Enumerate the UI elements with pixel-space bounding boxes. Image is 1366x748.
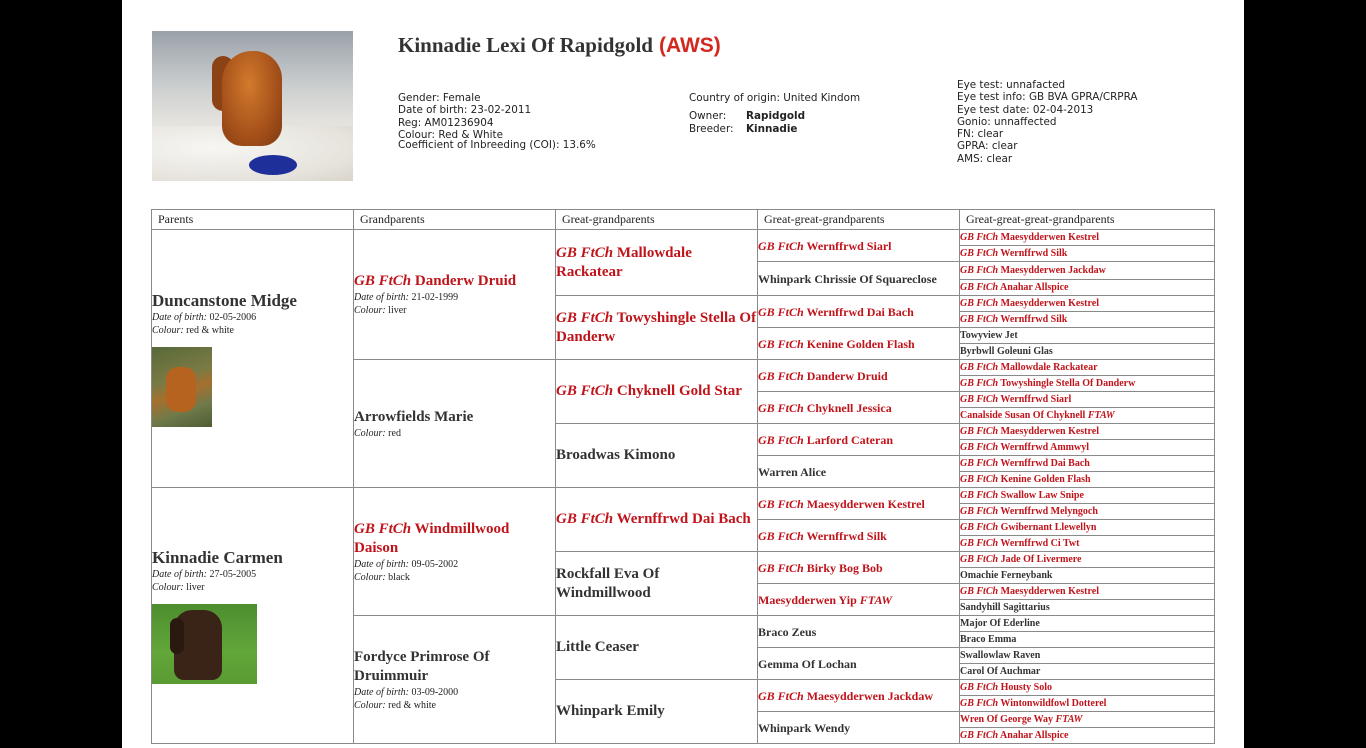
ancestor-name[interactable] — [758, 336, 959, 352]
ancestor-name-text: Maesydderwen Kestrel — [1000, 297, 1099, 309]
great-great-grandparent-cell — [758, 230, 960, 262]
title-prefix: GB FtCh — [758, 304, 804, 319]
ancestor-name[interactable] — [354, 520, 555, 558]
title-prefix: GB FtCh — [960, 473, 999, 485]
ancestor-name[interactable] — [758, 304, 959, 320]
great-great-grandparent-cell — [758, 648, 960, 680]
ancestor-name[interactable] — [758, 624, 959, 640]
great-great-great-grandparent-cell — [960, 392, 1215, 408]
great-great-great-grandparent-cell — [960, 344, 1215, 360]
ancestor-name-text: Maesydderwen Jackdaw — [1000, 264, 1106, 276]
grandparent-cell — [354, 230, 556, 360]
ancestor-name[interactable] — [960, 394, 1214, 406]
great-great-grandparent-cell — [758, 296, 960, 328]
ancestor-name-text: Gemma Of Lochan — [758, 656, 857, 671]
title-prefix: GB FtCh — [960, 281, 999, 293]
ancestor-name-text: Whinpark Wendy — [758, 720, 851, 735]
great-great-great-grandparent-cell — [960, 456, 1215, 472]
title-prefix: GB FtCh — [960, 377, 999, 389]
great-great-great-grandparent-cell — [960, 360, 1215, 376]
dob-line — [354, 558, 555, 571]
great-great-grandparent-cell — [758, 488, 960, 520]
ancestor-name-text: Towyview Jet — [960, 329, 1018, 341]
great-great-great-grandparent-cell — [960, 312, 1215, 328]
title-prefix: GB FtCh — [556, 511, 614, 527]
ancestor-name[interactable] — [758, 432, 959, 448]
ancestor-name-text: Housty Solo — [1000, 681, 1052, 693]
ancestor-name-text: Little Ceaser — [556, 639, 639, 655]
great-great-grandparent-cell — [758, 616, 960, 648]
great-great-great-grandparent-cell — [960, 472, 1215, 488]
ancestor-name[interactable] — [960, 698, 1214, 710]
great-great-grandparent-cell — [758, 456, 960, 488]
great-great-great-grandparent-cell — [960, 696, 1215, 712]
great-great-grandparent-cell — [758, 712, 960, 744]
great-grandparent-cell — [556, 424, 758, 488]
ancestor-name[interactable] — [556, 565, 757, 603]
info-value: red & white — [388, 699, 436, 711]
ancestor-name[interactable] — [960, 410, 1214, 422]
owner-value: Rapidgold — [746, 110, 806, 123]
ancestor-name-text: Maesydderwen Jackdaw — [806, 688, 934, 703]
title-prefix: GB FtCh — [758, 528, 804, 543]
ancestor-name-text: Wernffrwd Ci Twt — [1000, 537, 1080, 549]
great-great-great-grandparent-cell — [960, 262, 1215, 280]
health-info — [957, 79, 1137, 165]
owner-label: Owner: — [689, 110, 727, 123]
great-great-grandparent-cell — [758, 328, 960, 360]
ancestor-name-text: Mallowdale Rackatear — [556, 244, 692, 280]
ancestor-name-text: Warren Alice — [758, 464, 827, 479]
ancestor-name[interactable] — [556, 244, 757, 282]
ancestor-name-text: Fordyce Primrose Of Druimmuir — [354, 648, 490, 684]
ancestor-name[interactable] — [960, 730, 1214, 742]
ancestor-name[interactable] — [556, 309, 757, 347]
ancestor-name[interactable] — [960, 666, 1214, 678]
title-prefix: GB FtCh — [556, 383, 614, 399]
great-grandparent-cell — [556, 360, 758, 424]
ancestor-name[interactable] — [960, 314, 1214, 326]
ancestor-name[interactable] — [960, 265, 1214, 277]
great-grandparent-cell — [556, 616, 758, 680]
title-prefix: GB FtCh — [354, 520, 412, 537]
ancestor-name[interactable] — [556, 382, 757, 401]
ancestor-name-text: Wernffrwd Siarl — [1000, 393, 1072, 405]
ancestor-name-text: Arrowfields Marie — [354, 408, 474, 425]
info-label: Date of birth: — [152, 568, 207, 580]
eye-test-info-text: Eye test info: GB BVA GPRA/CRPRA — [957, 91, 1138, 104]
eye-test-date-text: Eye test date: 02-04-2013 — [957, 103, 1094, 116]
ancestor-name-text: Wernffrwd Dai Bach — [1000, 457, 1090, 469]
ancestor-name[interactable] — [960, 248, 1214, 260]
great-great-great-grandparent-cell — [960, 440, 1215, 456]
pedigree-header-row — [152, 210, 1215, 230]
ancestor-name[interactable] — [152, 548, 353, 568]
great-great-great-grandparent-cell — [960, 376, 1215, 392]
title-prefix: GB FtCh — [758, 688, 804, 703]
grandparent-cell — [354, 360, 556, 488]
ancestor-name[interactable] — [960, 682, 1214, 694]
colour-line — [354, 571, 555, 584]
ancestor-name[interactable] — [758, 400, 959, 416]
title-prefix: GB FtCh — [960, 457, 999, 469]
pedigree-row — [152, 230, 1215, 246]
ancestor-name[interactable] — [354, 408, 555, 427]
info-value: 21-02-1999 — [411, 292, 459, 303]
ancestor-name-text: Wintonwildfowl Dotterel — [1000, 697, 1107, 709]
ancestor-name[interactable] — [758, 560, 959, 576]
title-prefix: GB FtCh — [758, 400, 804, 415]
ancestor-name-text: Whinpark Emily — [556, 703, 665, 719]
info-label: Date of birth: — [152, 311, 207, 323]
title-prefix: GB FtCh — [960, 505, 999, 517]
info-label: Colour: — [354, 699, 386, 711]
ancestor-name[interactable] — [758, 592, 959, 608]
great-great-great-grandparent-cell — [960, 328, 1215, 344]
ancestor-name[interactable] — [354, 272, 555, 291]
ancestor-name[interactable] — [556, 510, 757, 529]
info-value: red & white — [186, 324, 234, 336]
great-great-great-grandparent-cell — [960, 230, 1215, 246]
ftaw-suffix: FTAW — [859, 592, 893, 607]
parent-cell — [152, 230, 354, 488]
info-value: red — [388, 427, 401, 439]
parent-photo[interactable] — [152, 347, 212, 427]
great-great-great-grandparent-cell — [960, 408, 1215, 424]
ancestor-name-text: Anahar Allspice — [1000, 729, 1069, 741]
great-great-great-grandparent-cell — [960, 584, 1215, 600]
dog-photo — [152, 31, 353, 181]
dob-line — [152, 568, 353, 581]
ancestor-name[interactable] — [758, 656, 959, 672]
title-prefix: GB FtCh — [758, 432, 804, 447]
ancestor-name[interactable] — [960, 442, 1214, 454]
aws-tag: (AWS) — [658, 34, 721, 57]
title-prefix: GB FtCh — [556, 244, 614, 261]
ancestor-name-text: Maesydderwen Kestrel — [1000, 585, 1099, 597]
info-value: liver — [388, 305, 407, 316]
info-label: Colour: — [354, 305, 386, 316]
ancestor-name-text: Omachie Ferneybank — [960, 569, 1053, 581]
ancestor-name-text: Carol Of Auchmar — [960, 665, 1041, 677]
ancestor-name[interactable] — [758, 238, 959, 254]
colour-line — [152, 581, 353, 594]
dog-title — [398, 33, 721, 58]
parent-cell — [152, 488, 354, 744]
ancestor-name[interactable] — [960, 618, 1214, 630]
colour-text: Colour: Red & White — [398, 128, 503, 141]
grandparent-cell — [354, 488, 556, 616]
title-prefix: GB FtCh — [960, 489, 999, 501]
ancestor-name[interactable] — [960, 538, 1214, 550]
ancestor-name[interactable] — [960, 490, 1214, 502]
ancestor-name[interactable] — [556, 446, 757, 465]
ancestor-name[interactable] — [960, 586, 1214, 598]
header-great-grandparents: Great-grandparents — [556, 210, 758, 230]
title-prefix: GB FtCh — [960, 361, 999, 373]
info-label: Date of birth: — [354, 558, 409, 570]
ancestor-name-text: Mallowdale Rackatear — [1000, 361, 1098, 373]
colour-line — [354, 699, 555, 712]
breeder-value: Kinnadie — [746, 122, 798, 135]
ancestor-name[interactable] — [758, 688, 959, 704]
ancestor-name[interactable] — [960, 634, 1214, 646]
title-prefix: GB FtCh — [960, 697, 999, 709]
great-great-great-grandparent-cell — [960, 488, 1215, 504]
ancestor-name[interactable] — [758, 528, 959, 544]
ancestor-name[interactable] — [152, 291, 353, 311]
great-great-great-grandparent-cell — [960, 632, 1215, 648]
gpra-text: GPRA: clear — [957, 140, 1018, 153]
great-great-great-grandparent-cell — [960, 504, 1215, 520]
ancestor-name-text: Wernffrwd Dai Bach — [616, 511, 751, 527]
ams-text: AMS: clear — [957, 152, 1013, 165]
dob-text: Date of birth: 23-02-2011 — [398, 104, 532, 117]
title-prefix: GB FtCh — [960, 313, 999, 325]
fn-text: FN: clear — [957, 128, 1004, 141]
ancestor-name[interactable] — [758, 368, 959, 384]
great-great-great-grandparent-cell — [960, 280, 1215, 296]
great-great-grandparent-cell — [758, 680, 960, 712]
info-label: Colour: — [152, 581, 184, 593]
ancestor-name-text: Towyshingle Stella Of Danderw — [556, 309, 757, 345]
great-grandparent-cell — [556, 552, 758, 616]
great-great-grandparent-cell — [758, 552, 960, 584]
ancestor-name-text: Braco Emma — [960, 633, 1017, 645]
info-value: black — [388, 571, 410, 583]
info-label: Colour: — [354, 571, 386, 583]
great-great-grandparent-cell — [758, 584, 960, 616]
header-great-great-great-grandparents: Great-great-great-grandparents — [960, 210, 1215, 230]
title-prefix: GB FtCh — [960, 729, 999, 741]
info-value: 09-05-2002 — [411, 558, 459, 570]
info-value: 02-05-2006 — [209, 311, 257, 323]
ancestor-name[interactable] — [556, 702, 757, 721]
header-grandparents: Grandparents — [354, 210, 556, 230]
ancestor-name[interactable] — [960, 714, 1214, 726]
ancestor-name[interactable] — [758, 496, 959, 512]
great-great-great-grandparent-cell — [960, 616, 1215, 632]
great-great-great-grandparent-cell — [960, 728, 1215, 744]
ancestor-name[interactable] — [960, 232, 1214, 244]
info-label: Colour: — [152, 324, 184, 336]
ancestor-name[interactable] — [960, 346, 1214, 358]
ancestor-name-text: Broadwas Kimono — [556, 447, 676, 463]
ancestor-name[interactable] — [758, 720, 959, 736]
dog-name: Kinnadie Lexi Of Rapidgold — [398, 33, 653, 57]
colour-line — [354, 427, 555, 440]
breeder-label: Breeder: — [689, 122, 734, 135]
title-prefix: GB FtCh — [960, 264, 999, 276]
ancestor-name-text: Maesydderwen Kestrel — [1000, 231, 1099, 243]
ancestor-name-text: Maesydderwen Yip — [758, 592, 857, 607]
great-great-great-grandparent-cell — [960, 246, 1215, 262]
dob-line — [152, 311, 353, 324]
great-great-great-grandparent-cell — [960, 552, 1215, 568]
info-value: liver — [186, 581, 205, 593]
ancestor-name-text: Wernffrwd Silk — [1000, 313, 1068, 325]
ancestor-name-text: Canalside Susan Of Chyknell — [960, 409, 1086, 421]
ancestor-name-text: Duncanstone Midge — [152, 290, 297, 310]
ancestor-name-text: Byrbwll Goleuni Glas — [960, 345, 1053, 357]
ancestor-name-text: Birky Bog Bob — [806, 560, 883, 575]
basic-info — [398, 92, 596, 151]
eye-test-text: Eye test: unnafacted — [957, 79, 1066, 91]
ancestor-name[interactable] — [960, 362, 1214, 374]
great-great-great-grandparent-cell — [960, 648, 1215, 664]
ancestor-name-text: Danderw Druid — [806, 368, 888, 383]
gender-text: Gender: Female — [398, 92, 481, 104]
title-prefix: GB FtCh — [960, 681, 999, 693]
ancestor-name-text: Wernffrwd Silk — [1000, 247, 1068, 259]
title-prefix: GB FtCh — [960, 425, 999, 437]
great-great-great-grandparent-cell — [960, 536, 1215, 552]
great-great-great-grandparent-cell — [960, 520, 1215, 536]
great-great-great-grandparent-cell — [960, 568, 1215, 584]
ancestor-name-text: Major Of Ederline — [960, 617, 1040, 629]
ancestor-name[interactable] — [960, 522, 1214, 534]
title-prefix: GB FtCh — [960, 585, 999, 597]
ancestor-name[interactable] — [758, 271, 959, 287]
ancestor-name[interactable] — [960, 426, 1214, 438]
title-prefix: GB FtCh — [960, 247, 999, 259]
gonio-text: Gonio: unnaffected — [957, 115, 1057, 128]
ancestor-name-text: Wernffrwd Dai Bach — [806, 304, 914, 319]
parent-photo[interactable] — [152, 604, 257, 684]
info-label: Colour: — [354, 427, 386, 439]
ancestor-name[interactable] — [960, 458, 1214, 470]
ancestor-name[interactable] — [960, 650, 1214, 662]
great-great-grandparent-cell — [758, 262, 960, 296]
great-grandparent-cell — [556, 680, 758, 744]
info-label: Date of birth: — [354, 686, 409, 698]
title-prefix: GB FtCh — [960, 231, 999, 243]
title-prefix: GB FtCh — [758, 560, 804, 575]
title-prefix: GB FtCh — [960, 297, 999, 309]
dob-line — [354, 686, 555, 699]
title-prefix: GB FtCh — [758, 368, 804, 383]
info-value: 27-05-2005 — [209, 568, 257, 580]
dob-line — [354, 291, 555, 304]
title-prefix: GB FtCh — [960, 521, 999, 533]
colour-line — [354, 304, 555, 317]
ancestor-name-text: Sandyhill Sagittarius — [960, 601, 1050, 613]
ancestor-name-text: Windmillwood Daison — [354, 520, 510, 556]
ftaw-suffix: FTAW — [1055, 713, 1083, 725]
ancestor-name-text: Swallow Law Snipe — [1000, 489, 1084, 501]
ancestor-name-text: Maesydderwen Kestrel — [806, 496, 925, 511]
ancestor-name-text: Kenine Golden Flash — [806, 336, 915, 351]
ancestor-name-text: Gwibernant Llewellyn — [1000, 521, 1097, 533]
header-great-great-grandparents: Great-great-grandparents — [758, 210, 960, 230]
ancestor-name-text: Swallowlaw Raven — [960, 649, 1041, 661]
ancestor-name-text: Whinpark Chrissie Of Squareclose — [758, 271, 937, 286]
great-great-grandparent-cell — [758, 520, 960, 552]
ancestor-name-text: Wernffrwd Melyngoch — [1000, 505, 1098, 517]
title-prefix: GB FtCh — [758, 238, 804, 253]
ancestor-name[interactable] — [354, 648, 555, 686]
ancestor-name-text: Wernffrwd Ammwyl — [1000, 441, 1090, 453]
ftaw-suffix: FTAW — [1087, 409, 1115, 421]
great-great-great-grandparent-cell — [960, 664, 1215, 680]
pedigree-table — [151, 209, 1215, 744]
ancestor-name-text: Towyshingle Stella Of Danderw — [1000, 377, 1136, 389]
great-great-grandparent-cell — [758, 424, 960, 456]
coi-text: Coefficient of Inbreeding (COI): 13.6% — [398, 139, 596, 152]
ancestor-name[interactable] — [960, 298, 1214, 310]
title-prefix: GB FtCh — [758, 336, 804, 351]
title-prefix: GB FtCh — [960, 393, 999, 405]
title-prefix: GB FtCh — [960, 441, 999, 453]
title-prefix: GB FtCh — [960, 537, 999, 549]
colour-line — [152, 324, 353, 337]
ancestor-name-text: Wernffrwd Siarl — [806, 238, 892, 253]
title-prefix: GB FtCh — [354, 273, 412, 289]
ancestor-name-text: Chyknell Jessica — [806, 400, 892, 415]
ancestor-name-text: Wernffrwd Silk — [806, 528, 887, 543]
pedigree-row — [152, 488, 1215, 504]
title-prefix: GB FtCh — [960, 553, 999, 565]
great-great-grandparent-cell — [758, 360, 960, 392]
ancestor-name[interactable] — [960, 570, 1214, 582]
great-grandparent-cell — [556, 230, 758, 296]
great-grandparent-cell — [556, 296, 758, 360]
ancestor-name[interactable] — [960, 602, 1214, 614]
ancestor-name-text: Kinnadie Carmen — [152, 547, 283, 567]
ancestor-name-text: Danderw Druid — [414, 273, 517, 289]
great-great-great-grandparent-cell — [960, 712, 1215, 728]
title-prefix: GB FtCh — [556, 309, 614, 326]
ancestor-name[interactable] — [960, 554, 1214, 566]
ancestor-name-text: Chyknell Gold Star — [616, 383, 742, 399]
ancestor-name[interactable] — [960, 330, 1214, 342]
title-prefix: GB FtCh — [758, 496, 804, 511]
great-great-grandparent-cell — [758, 392, 960, 424]
info-value: 03-09-2000 — [411, 686, 459, 698]
ancestor-name-text: Anahar Allspice — [1000, 281, 1069, 293]
ancestor-name-text: Maesydderwen Kestrel — [1000, 425, 1099, 437]
ancestor-name[interactable] — [960, 282, 1214, 294]
reg-text: Reg: AM01236904 — [398, 116, 494, 129]
ancestor-name[interactable] — [960, 474, 1214, 486]
ancestor-name[interactable] — [758, 464, 959, 480]
ancestor-name-text: Rockfall Eva Of Windmillwood — [556, 565, 660, 601]
origin-info — [689, 92, 860, 135]
country-text: Country of origin: United Kindom — [689, 92, 861, 104]
header-parents: Parents — [152, 210, 354, 230]
ancestor-name-text: Larford Cateran — [806, 432, 894, 447]
great-great-great-grandparent-cell — [960, 680, 1215, 696]
great-great-great-grandparent-cell — [960, 600, 1215, 616]
great-great-great-grandparent-cell — [960, 424, 1215, 440]
pedigree-page — [122, 0, 1244, 748]
grandparent-cell — [354, 616, 556, 744]
great-great-great-grandparent-cell — [960, 296, 1215, 312]
ancestor-name[interactable] — [960, 506, 1214, 518]
ancestor-name[interactable] — [960, 378, 1214, 390]
great-grandparent-cell — [556, 488, 758, 552]
ancestor-name-text: Jade Of Livermere — [1000, 553, 1082, 565]
ancestor-name-text: Kenine Golden Flash — [1000, 473, 1091, 485]
ancestor-name[interactable] — [556, 638, 757, 657]
info-label: Date of birth: — [354, 292, 409, 303]
ancestor-name-text: Wren Of George Way — [960, 713, 1054, 725]
ancestor-name-text: Braco Zeus — [758, 624, 817, 639]
